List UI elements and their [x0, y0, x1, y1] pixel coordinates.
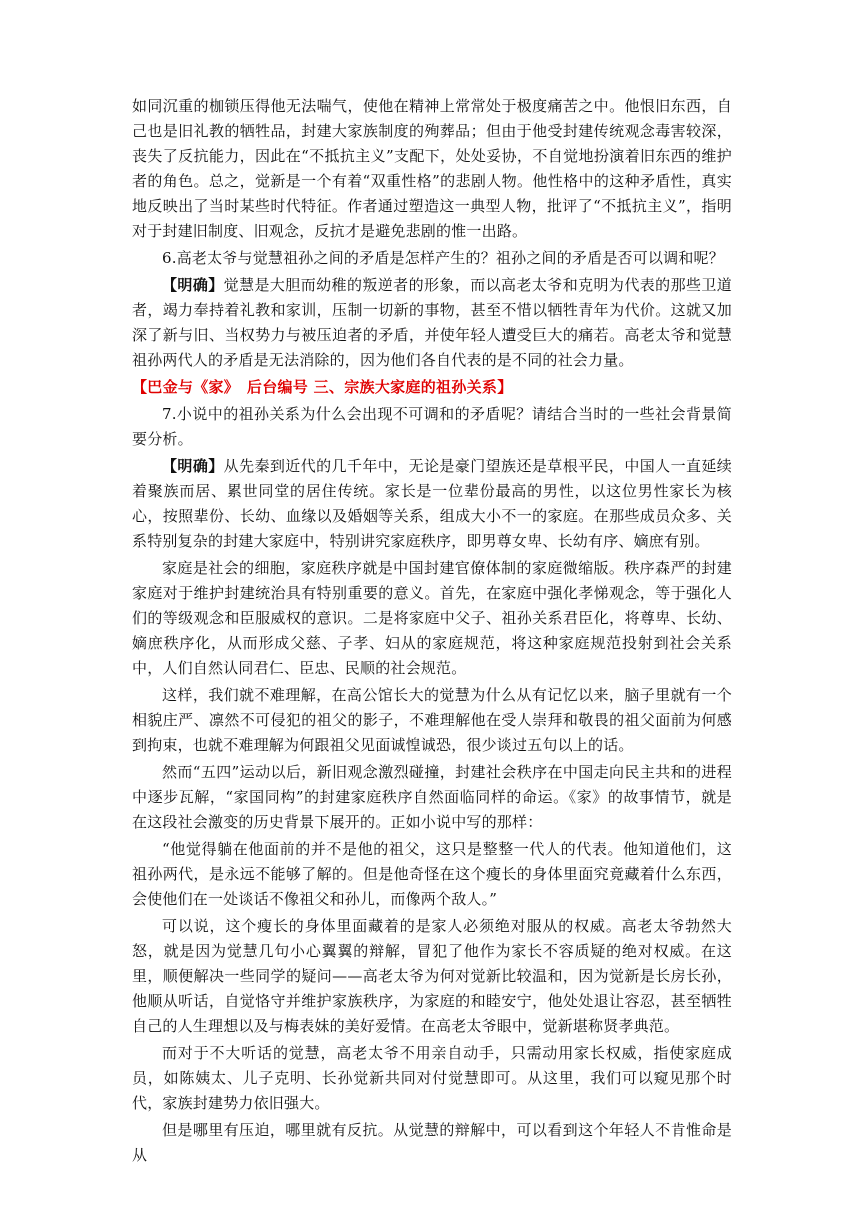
answer-text: 觉慧是大胆而幼稚的叛逆者的形象，而以高老太爷和克明为代表的那些卫道者，竭力奉持着礼教和家训，压制一切新的事物，甚至不惜以牺牲青年为代价。这就又加深了新与旧、当权势力与被压迫者的矛盾，并使年轻人遭受巨大的痛若。高老太爷和觉慧祖孙两代人的矛盾是无法消除的，因为他们各自代表的是不同的社会力量。: [132, 276, 732, 369]
body-paragraph: 但是哪里有压迫，哪里就有反抗。从觉慧的辩解中，可以看到这个年轻人不肯惟命是从: [132, 1121, 732, 1164]
body-paragraph: 然而“五四”运动以后，新旧观念激烈碰撞，封建社会秩序在中国走向民主共和的进程中逐步瓦解，“家国同构”的封建家庭秩序自然面临同样的命运。《家》的故事情节，就是在这段社会激变的历史背景下展开的。正如小说中写的那样：: [132, 763, 732, 831]
document-page: [132, 94, 732, 1170]
body-paragraph: 可以说，这个瘦长的身体里面藏着的是家人必须绝对服从的权威。高老太爷勃然大怒，就是因为觉慧几句小心翼翼的辩解，冒犯了他作为家长不容质疑的绝对权威。在这里，顺便解决一些同学的疑问——高老太爷为何对觉新比较温和，因为觉新是长房长孙，他顺从听话，自觉恪守并维护家族秩序，为家庭的和睦安宁，他处处退让容忍，甚至牺牲自己的人生理想以及与梅表妹的美好爱情。在高老太爷眼中，觉新堪称贤孝典范。: [132, 917, 732, 1035]
body-paragraph: 这样，我们就不难理解，在高公馆长大的觉慧为什么从有记忆以来，脑子里就有一个相貌庄严、凛然不可侵犯的祖父的影子，不难理解他在受人崇拜和敬畏的祖父面前为何感到拘束，也就不难理解为何跟祖父见面诚惶诚恐，很少谈过五句以上的话。: [132, 686, 732, 754]
answer-label: 【明确】: [162, 276, 224, 294]
answer-label: 【明确】: [162, 457, 224, 475]
section-heading: 【巴金与《家》 后台编号 三、宗族大家庭的祖孙关系】: [132, 378, 513, 396]
body-paragraph: 家庭是社会的细胞，家庭秩序就是中国封建官僚体制的家庭微缩版。秩序森严的封建家庭对于维护封建统治具有特别重要的意义。首先，在家庭中强化孝悌观念，等于强化人们的等级观念和臣服威权的意识。二是将家庭中父子、祖孙关系君臣化，将尊卑、长幼、嫡庶秩序化，从而形成父慈、子孝、妇从的家庭规范，将这种家庭规范投射到社会关系中，人们自然认同君仁、臣忠、民顺的社会规范。: [132, 559, 732, 677]
quotation-paragraph: “他觉得躺在他面前的并不是他的祖父，这只是整整一代人的代表。他知道他们，这祖孙两代，是永远不能够了解的。但是他奇怪在这个瘦长的身体里面究竟藏着什么东西，会使他们在一处谈话不像祖父和孙儿，而像两个敌人。”: [132, 840, 732, 908]
answer-text: 从先秦到近代的几千年中，无论是豪门望族还是草根平民，中国人一直延续着聚族而居、累世同堂的居住传统。家长是一位辈份最高的男性，以这位男性家长为核心，按照辈份、长幼、血缘以及婚姻等关系，组成大小不一的家庭。在那些成员众多、关系特别复杂的封建大家庭中，特别讲究家庭秩序，即男尊女卑、长幼有序、嫡庶有别。: [132, 457, 732, 550]
question-6: 6.高老太爷与觉慧祖孙之间的矛盾是怎样产生的？祖孙之间的矛盾是否可以调和呢？: [162, 249, 724, 267]
answer-6: [132, 273, 732, 373]
body-paragraph: 如同沉重的枷锁压得他无法喘气，使他在精神上常常处于极度痛苦之中。他恨旧东西，自己也是旧礼教的牺牲品，封建大家族制度的殉葬品；但由于他受封建传统观念毒害较深，丧失了反抗能力，因此在“不抵抗主义”支配下，处处妥协，不自觉地扮演着旧东西的维护者的角色。总之，觉新是一个有着“双重性格”的悲剧人物。他性格中的这种矛盾性，真实地反映出了当时某些时代特征。作者通过塑造这一典型人物，批评了“不抵抗主义”，指明对于封建旧制度、旧观念，反抗才是避免悲剧的惟一出路。: [132, 97, 732, 240]
body-paragraph: 而对于不大听话的觉慧，高老太爷不用亲自动手，只需动用家长权威，指使家庭成员，如陈姨太、儿子克明、长孙觉新共同对付觉慧即可。从这里，我们可以窥见那个时代，家族封建势力依旧强大。: [132, 1044, 732, 1112]
answer-7: [132, 454, 732, 554]
question-7: 7.小说中的祖孙关系为什么会出现不可调和的矛盾呢？请结合当时的一些社会背景简要分析。: [132, 405, 732, 448]
